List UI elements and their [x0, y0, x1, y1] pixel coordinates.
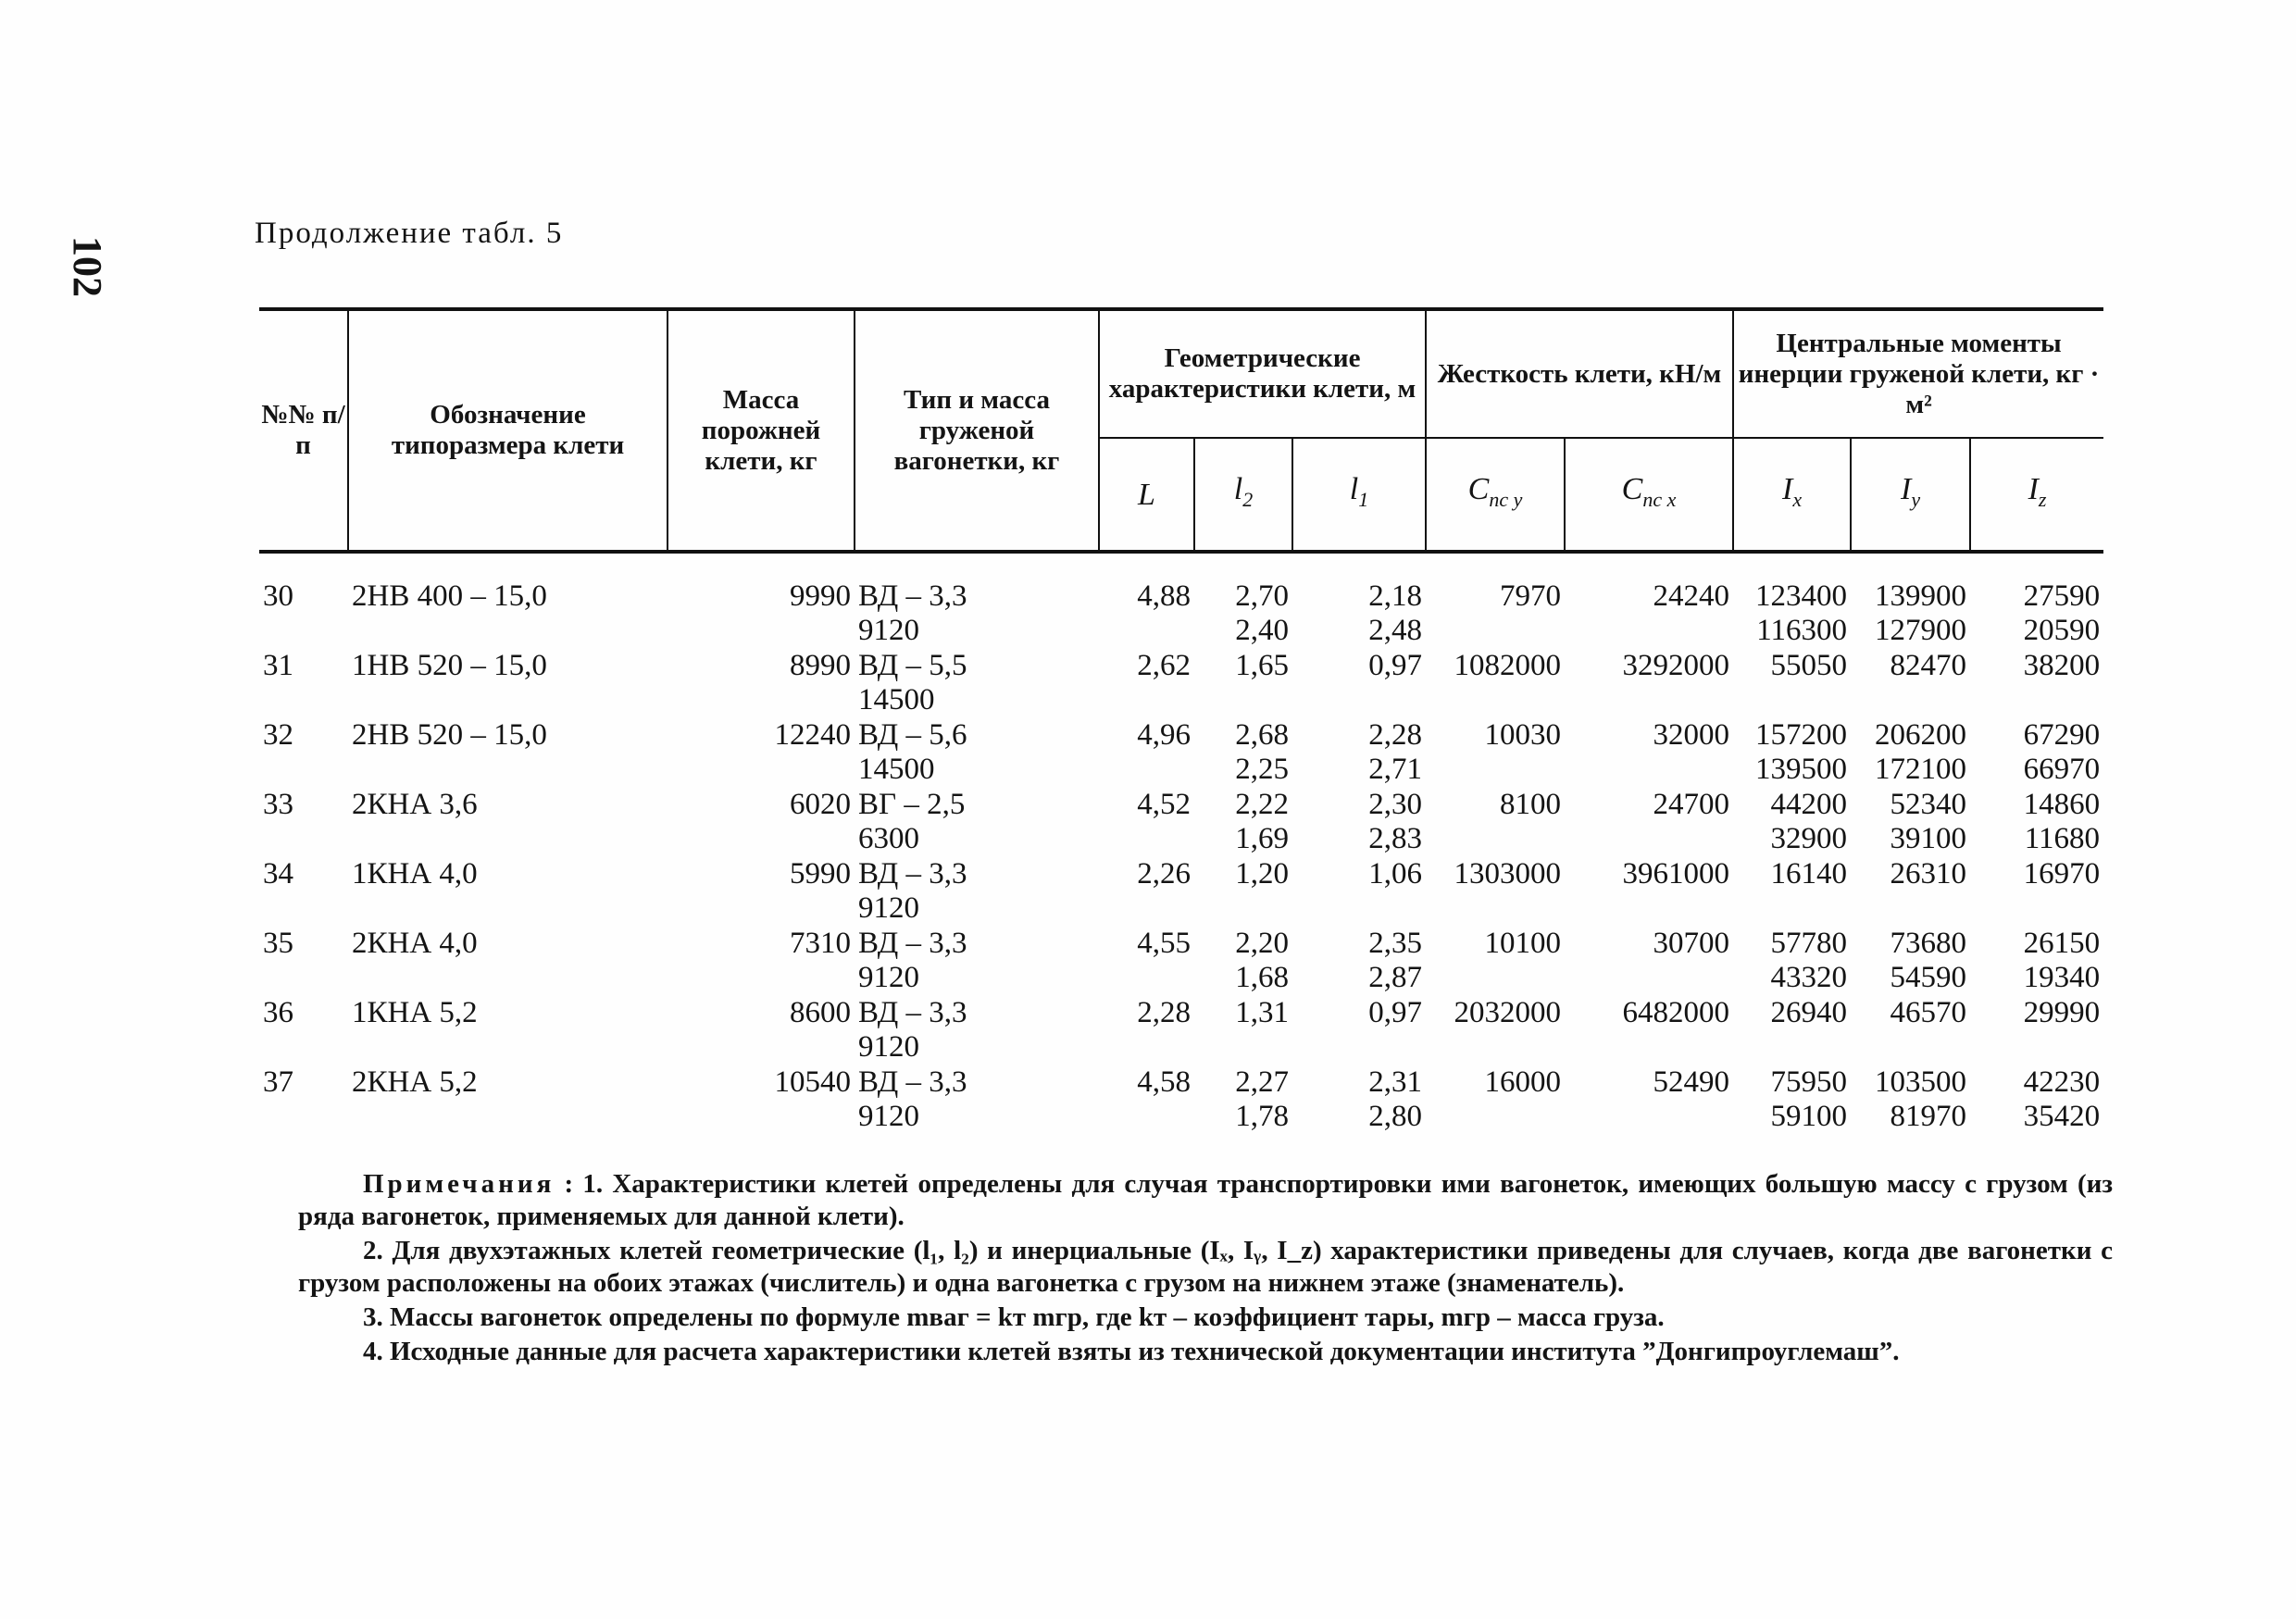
cell-mass-empty — [668, 927, 855, 996]
cell-inertia-z-value: 35420 — [2023, 1100, 2101, 1133]
cell-stiff-y — [1426, 552, 1565, 649]
cell-num-value: 30 — [263, 579, 293, 613]
cell-wagon-value: 9120 — [858, 961, 919, 994]
cell-geom-l2 — [1194, 857, 1292, 927]
cell-stiff-y-value: 10100 — [1484, 927, 1562, 960]
cell-wagon-value: ВД – 3,3 — [858, 579, 967, 613]
cell-geom-l2 — [1194, 552, 1292, 649]
cell-num — [259, 1065, 348, 1135]
cell-inertia-y-value: 26310 — [1890, 857, 1967, 890]
cell-inertia-z — [1970, 996, 2103, 1065]
cell-stiff-y — [1426, 927, 1565, 996]
cell-inertia-z-value: 66970 — [2023, 753, 2101, 786]
cell-inertia-y — [1851, 996, 1970, 1065]
header-geom-l1: $l_1$ — [1292, 438, 1426, 552]
cell-inertia-z-value — [1974, 891, 2100, 926]
cell-designation-value: 1КНА 4,0 — [352, 857, 478, 890]
cell-inertia-y-value — [1854, 683, 1966, 717]
cell-geom-l1-value: 2,83 — [1368, 822, 1423, 855]
cell-wagon — [855, 552, 1099, 649]
cell-inertia-y — [1851, 552, 1970, 649]
table-row — [259, 788, 2103, 857]
cell-inertia-x-value: 57780 — [1770, 927, 1848, 960]
cell-inertia-y — [1851, 649, 1970, 718]
cell-geom-L-value: 2,28 — [1137, 996, 1191, 1029]
cell-wagon-value: ВД – 5,6 — [858, 718, 967, 752]
cell-inertia-y-value: 39100 — [1890, 822, 1967, 855]
cell-inertia-y-value: 139900 — [1875, 579, 1967, 613]
cell-wagon — [855, 1065, 1099, 1135]
cell-stiff-x-value: 24240 — [1653, 579, 1730, 613]
cell-inertia-z-value: 38200 — [2023, 649, 2101, 682]
cell-geom-l2-value: 1,68 — [1235, 961, 1289, 994]
cell-stiff-y — [1426, 996, 1565, 1065]
cell-stiff-y-value: 16000 — [1484, 1065, 1562, 1099]
cell-stiff-x — [1565, 927, 1733, 996]
table-body — [259, 552, 2103, 1135]
cell-stiff-y — [1426, 857, 1565, 927]
cell-designation-value: 1НВ 520 – 15,0 — [352, 649, 547, 682]
cell-num — [259, 857, 348, 927]
cell-wagon-value: ВД – 5,5 — [858, 649, 967, 682]
header-inertia-x: $I_x$ — [1733, 438, 1851, 552]
cell-stiff-y-value: 10030 — [1484, 718, 1562, 752]
cell-designation-value: 2КНА 3,6 — [352, 788, 478, 821]
cell-stiff-x — [1565, 552, 1733, 649]
cell-geom-L — [1099, 927, 1194, 996]
cell-num — [259, 788, 348, 857]
cell-mass-empty-value: 5990 — [790, 857, 851, 890]
cell-geom-l1-value: 2,31 — [1368, 1065, 1423, 1099]
cell-inertia-x — [1733, 857, 1851, 927]
cell-geom-l2-value: 1,65 — [1235, 649, 1289, 682]
cell-wagon — [855, 857, 1099, 927]
note-3: 3. Массы вагонеток определены по формуле mваг = kт mгр, где kт – коэффициент тары, mгр – масса груза. — [363, 1302, 1665, 1332]
cell-geom-l2-value: 1,69 — [1235, 822, 1289, 855]
cell-inertia-x — [1733, 552, 1851, 649]
table-row — [259, 857, 2103, 927]
cell-geom-l2-value: 1,31 — [1235, 996, 1289, 1029]
cell-geom-L — [1099, 996, 1194, 1065]
cell-inertia-y-value: 206200 — [1875, 718, 1967, 752]
cell-geom-L-value: 4,55 — [1137, 927, 1191, 960]
cell-mass-empty — [668, 857, 855, 927]
cell-inertia-z-value: 20590 — [2023, 614, 2101, 647]
cell-inertia-y — [1851, 1065, 1970, 1135]
header-geom-l2: $l_2$ — [1194, 438, 1292, 552]
cell-mass-empty-value: 10540 — [774, 1065, 851, 1099]
header-geom-L: L — [1099, 438, 1194, 552]
cell-inertia-x-value: 16140 — [1770, 857, 1848, 890]
cell-wagon — [855, 718, 1099, 788]
cell-num — [259, 718, 348, 788]
cell-mass-empty — [668, 718, 855, 788]
note-1: Примечания : 1. Характеристики клетей определены для случая транспортировки ими вагонеток, имеющих большую массу с грузом (из ряда вагонеток, применяемых для данной клети). — [298, 1169, 2114, 1231]
cell-geom-l1 — [1292, 552, 1426, 649]
cell-mass-empty-value: 7310 — [790, 927, 851, 960]
cell-geom-l2-value — [1198, 1030, 1289, 1065]
cell-designation-value: 2НВ 520 – 15,0 — [352, 718, 547, 752]
cell-wagon-value: ВГ – 2,5 — [858, 788, 966, 821]
cell-geom-l2-value: 2,22 — [1235, 788, 1289, 821]
cell-inertia-z-value: 16970 — [2023, 857, 2101, 890]
cell-geom-L-value: 2,62 — [1137, 649, 1191, 682]
cell-inertia-z — [1970, 1065, 2103, 1135]
cell-stiff-x-value: 3961000 — [1622, 857, 1730, 890]
cell-geom-l2 — [1194, 718, 1292, 788]
cell-num-value: 36 — [263, 996, 293, 1029]
cell-geom-l2-value: 2,27 — [1235, 1065, 1289, 1099]
cell-stiff-x-value: 3292000 — [1622, 649, 1730, 682]
cell-designation-value: 1КНА 5,2 — [352, 996, 478, 1029]
cell-geom-l2 — [1194, 927, 1292, 996]
cell-wagon-value: ВД – 3,3 — [858, 857, 967, 890]
cell-stiff-y-value: 1303000 — [1454, 857, 1562, 890]
cell-inertia-y-value: 172100 — [1875, 753, 1967, 786]
cell-geom-l2-value — [1198, 891, 1289, 926]
cell-inertia-x — [1733, 718, 1851, 788]
cell-inertia-x — [1733, 788, 1851, 857]
header-num: №№ п/п — [259, 309, 348, 552]
table-row — [259, 718, 2103, 788]
cell-mass-empty-value: 8990 — [790, 649, 851, 682]
cell-geom-l1-value — [1296, 1030, 1422, 1065]
header-designation: Обозначение типоразмера клети — [348, 309, 668, 552]
cell-wagon-value: ВД – 3,3 — [858, 1065, 967, 1099]
cell-inertia-x-value: 32900 — [1770, 822, 1848, 855]
cell-geom-L — [1099, 718, 1194, 788]
cell-geom-L — [1099, 552, 1194, 649]
cell-inertia-z-value: 29990 — [2023, 996, 2101, 1029]
cell-mass-empty-value: 6020 — [790, 788, 851, 821]
cell-designation — [348, 1065, 668, 1135]
cell-wagon-value: 9120 — [858, 891, 919, 925]
cell-mass-empty — [668, 788, 855, 857]
cell-designation-value: 2НВ 400 – 15,0 — [352, 579, 547, 613]
cell-stiff-x — [1565, 718, 1733, 788]
cell-stiff-x — [1565, 649, 1733, 718]
cell-inertia-y-value: 73680 — [1890, 927, 1967, 960]
cell-inertia-y — [1851, 857, 1970, 927]
cell-stiff-y-value: 8100 — [1500, 788, 1562, 821]
cell-geom-l2 — [1194, 788, 1292, 857]
cell-inertia-y — [1851, 927, 1970, 996]
cell-wagon-value: 9120 — [858, 1030, 919, 1064]
cell-stiff-y — [1426, 1065, 1565, 1135]
cell-geom-l2 — [1194, 649, 1292, 718]
cell-wagon-value: 14500 — [858, 753, 935, 786]
cell-stiff-y — [1426, 718, 1565, 788]
cell-geom-L-value: 4,58 — [1137, 1065, 1191, 1099]
cell-geom-l2-value: 1,78 — [1235, 1100, 1289, 1133]
cell-designation — [348, 996, 668, 1065]
cell-inertia-y — [1851, 718, 1970, 788]
cell-inertia-z-value: 14860 — [2023, 788, 2101, 821]
cell-num-value: 37 — [263, 1065, 293, 1099]
cell-geom-l2 — [1194, 1065, 1292, 1135]
cell-inertia-y-value — [1854, 891, 1966, 926]
cell-inertia-z — [1970, 927, 2103, 996]
cell-geom-l1 — [1292, 649, 1426, 718]
cell-designation — [348, 927, 668, 996]
cell-stiff-y — [1426, 788, 1565, 857]
cell-inertia-x — [1733, 996, 1851, 1065]
cell-stiff-x — [1565, 1065, 1733, 1135]
note-4: 4. Исходные данные для расчета характеристики клетей взяты из технической документации института ”Донгипроуглемаш”. — [363, 1337, 1900, 1366]
cell-mass-empty — [668, 649, 855, 718]
cell-geom-l2-value: 2,70 — [1235, 579, 1289, 613]
cell-mass-empty — [668, 996, 855, 1065]
cell-geom-l1 — [1292, 1065, 1426, 1135]
cell-inertia-y-value: 81970 — [1890, 1100, 1967, 1133]
cell-geom-L-value: 4,52 — [1137, 788, 1191, 821]
cell-geom-L-value: 4,96 — [1137, 718, 1191, 752]
cell-stiff-x — [1565, 996, 1733, 1065]
cell-designation — [348, 718, 668, 788]
cell-num — [259, 927, 348, 996]
cell-designation — [348, 649, 668, 718]
cell-inertia-z — [1970, 552, 2103, 649]
cell-geom-L-value: 4,88 — [1137, 579, 1191, 613]
cell-inertia-z-value: 42230 — [2023, 1065, 2101, 1099]
cell-inertia-x-value: 44200 — [1770, 788, 1848, 821]
cell-geom-l1 — [1292, 718, 1426, 788]
cell-geom-l2-value — [1198, 683, 1289, 717]
header-geometry: Геометрические характеристики клети, м — [1099, 309, 1426, 438]
cell-inertia-z — [1970, 649, 2103, 718]
cell-wagon — [855, 927, 1099, 996]
cell-num — [259, 996, 348, 1065]
table-row — [259, 927, 2103, 996]
cell-inertia-z-value: 26150 — [2023, 927, 2101, 960]
cell-num-value: 32 — [263, 718, 293, 752]
cell-inertia-z-value: 27590 — [2023, 579, 2101, 613]
cell-stiff-y-value: 2032000 — [1454, 996, 1562, 1029]
cell-geom-l1-value — [1296, 683, 1422, 717]
page-number: 102 — [65, 236, 110, 297]
cell-inertia-x — [1733, 927, 1851, 996]
table-row — [259, 996, 2103, 1065]
cell-inertia-z-value — [1974, 683, 2100, 717]
cell-inertia-z-value — [1974, 1030, 2100, 1065]
cell-stiff-y-value: 7970 — [1500, 579, 1562, 613]
cell-inertia-y-value: 54590 — [1890, 961, 1967, 994]
cell-geom-l1-value: 2,71 — [1368, 753, 1423, 786]
cell-wagon-value: 9120 — [858, 1100, 919, 1133]
header-wagon: Тип и масса груженой вагонетки, кг — [855, 309, 1099, 552]
cell-geom-l1 — [1292, 996, 1426, 1065]
cell-wagon — [855, 649, 1099, 718]
cell-wagon-value: ВД – 3,3 — [858, 996, 967, 1029]
cell-geom-L — [1099, 857, 1194, 927]
cell-inertia-y-value: 52340 — [1890, 788, 1967, 821]
cell-mass-empty-value: 12240 — [774, 718, 851, 752]
cell-stiff-y — [1426, 649, 1565, 718]
cell-stiff-x-value: 6482000 — [1622, 996, 1730, 1029]
cell-wagon — [855, 996, 1099, 1065]
cell-geom-L — [1099, 788, 1194, 857]
cell-geom-l2-value: 2,40 — [1235, 614, 1289, 647]
cell-num — [259, 649, 348, 718]
header-mass-empty: Масса порожней клети, кг — [668, 309, 855, 552]
table-caption: Продолжение табл. 5 — [255, 217, 564, 250]
cell-geom-l1-value: 0,97 — [1368, 649, 1423, 682]
notes-section — [298, 1168, 2113, 1370]
cell-inertia-x-value: 43320 — [1770, 961, 1848, 994]
cell-geom-l1 — [1292, 927, 1426, 996]
data-table-container — [259, 307, 2103, 1135]
cell-geom-l1-value: 1,06 — [1368, 857, 1423, 890]
cell-mass-empty-value: 8600 — [790, 996, 851, 1029]
table-row — [259, 649, 2103, 718]
cell-num-value: 33 — [263, 788, 293, 821]
cell-inertia-y — [1851, 788, 1970, 857]
cell-geom-l1-value: 2,48 — [1368, 614, 1423, 647]
cell-geom-L — [1099, 649, 1194, 718]
cell-inertia-x-value: 75950 — [1770, 1065, 1848, 1099]
cell-designation — [348, 788, 668, 857]
cell-inertia-x-value: 139500 — [1755, 753, 1848, 786]
cell-geom-l1-value: 2,30 — [1368, 788, 1423, 821]
cell-stiff-x-value: 24700 — [1653, 788, 1730, 821]
cell-inertia-x-value: 55050 — [1770, 649, 1848, 682]
cell-stiff-x-value: 30700 — [1653, 927, 1730, 960]
cell-geom-l1 — [1292, 788, 1426, 857]
cell-geom-l1-value: 2,18 — [1368, 579, 1423, 613]
note-2: 2. Для двухэтажных клетей геометрические (l₁, l₂) и инерциальные (Iₓ, Iᵧ, I_z) характеристики приведены для случаев, когда две вагонетки с грузом расположены на обоих этажах (числитель) и одна вагонетка с грузом на нижнем этаже (знаменатель). — [298, 1236, 2113, 1298]
cell-inertia-y-value: 82470 — [1890, 649, 1967, 682]
header-stiffness: Жесткость клети, кН/м — [1426, 309, 1733, 438]
cell-inertia-x-value: 59100 — [1770, 1100, 1848, 1133]
cell-inertia-x-value: 26940 — [1770, 996, 1848, 1029]
cell-geom-L — [1099, 1065, 1194, 1135]
header-inertia-y: $I_y$ — [1851, 438, 1970, 552]
cell-inertia-y-value: 127900 — [1875, 614, 1967, 647]
cell-inertia-z-value: 67290 — [2023, 718, 2101, 752]
cell-mass-empty-value: 9990 — [790, 579, 851, 613]
cell-geom-l1-value: 0,97 — [1368, 996, 1423, 1029]
cell-geom-l2-value: 2,25 — [1235, 753, 1289, 786]
cell-stiff-x — [1565, 788, 1733, 857]
cell-inertia-y-value: 103500 — [1875, 1065, 1967, 1099]
cell-inertia-x — [1733, 1065, 1851, 1135]
cell-wagon-value: 6300 — [858, 822, 919, 855]
cell-inertia-z-value: 19340 — [2023, 961, 2101, 994]
table-row — [259, 1065, 2103, 1135]
cell-inertia-y-value: 46570 — [1890, 996, 1967, 1029]
cell-geom-l1-value: 2,80 — [1368, 1100, 1423, 1133]
cell-inertia-y-value — [1854, 1030, 1966, 1065]
cell-inertia-x-value — [1737, 891, 1847, 926]
cell-designation-value: 2КНА 4,0 — [352, 927, 478, 960]
header-stiff-x: $C_{пс x}$ — [1565, 438, 1733, 552]
cell-inertia-z — [1970, 718, 2103, 788]
cell-stiff-y-value: 1082000 — [1454, 649, 1562, 682]
cell-inertia-x-value — [1737, 1030, 1847, 1065]
cell-inertia-x-value: 157200 — [1755, 718, 1848, 752]
cell-inertia-z — [1970, 857, 2103, 927]
cell-inertia-x-value: 123400 — [1755, 579, 1848, 613]
cell-geom-l1-value: 2,87 — [1368, 961, 1423, 994]
cell-inertia-z — [1970, 788, 2103, 857]
cage-characteristics-table — [259, 307, 2103, 1135]
cell-geom-l2-value: 2,68 — [1235, 718, 1289, 752]
cell-inertia-x — [1733, 649, 1851, 718]
cell-mass-empty — [668, 1065, 855, 1135]
header-inertia: Центральные моменты инерции груженой клети, кг · м² — [1733, 309, 2103, 438]
cell-geom-l1-value: 2,28 — [1368, 718, 1423, 752]
cell-wagon-value: 9120 — [858, 614, 919, 647]
cell-num-value: 31 — [263, 649, 293, 682]
cell-inertia-x-value: 116300 — [1756, 614, 1848, 647]
cell-geom-l2 — [1194, 996, 1292, 1065]
cell-mass-empty — [668, 552, 855, 649]
cell-wagon — [855, 788, 1099, 857]
cell-geom-l2-value: 2,20 — [1235, 927, 1289, 960]
cell-wagon-value: 14500 — [858, 683, 935, 716]
cell-inertia-z-value: 11680 — [2024, 822, 2101, 855]
cell-stiff-x-value: 32000 — [1653, 718, 1730, 752]
table-row — [259, 552, 2103, 649]
cell-inertia-x-value — [1737, 683, 1847, 717]
cell-designation — [348, 857, 668, 927]
cell-geom-l2-value: 1,20 — [1235, 857, 1289, 890]
cell-stiff-x — [1565, 857, 1733, 927]
cell-stiff-x-value: 52490 — [1653, 1065, 1730, 1099]
cell-geom-l1 — [1292, 857, 1426, 927]
cell-designation-value: 2КНА 5,2 — [352, 1065, 478, 1099]
cell-geom-l1-value: 2,35 — [1368, 927, 1423, 960]
cell-wagon-value: ВД – 3,3 — [858, 927, 967, 960]
header-inertia-z: $I_z$ — [1970, 438, 2103, 552]
cell-num — [259, 552, 348, 649]
cell-designation — [348, 552, 668, 649]
cell-num-value: 34 — [263, 857, 293, 890]
header-stiff-y: $C_{пс y}$ — [1426, 438, 1565, 552]
cell-geom-L-value: 2,26 — [1137, 857, 1191, 890]
cell-num-value: 35 — [263, 927, 293, 960]
cell-geom-l1-value — [1296, 891, 1422, 926]
